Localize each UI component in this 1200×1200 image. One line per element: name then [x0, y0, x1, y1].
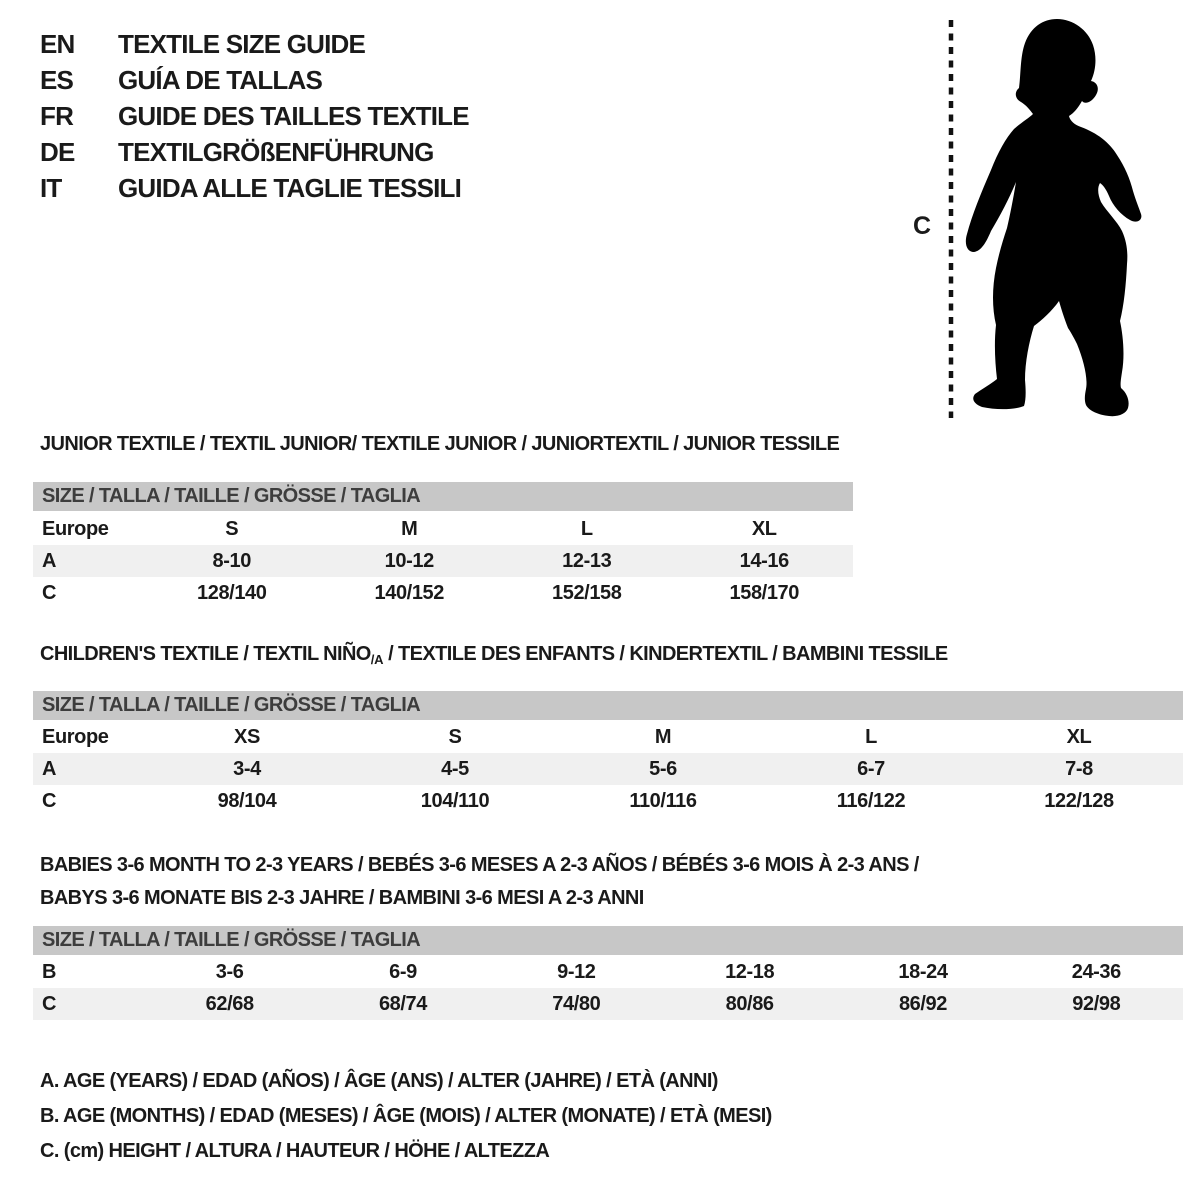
- section-title-subscript: /A: [370, 652, 384, 667]
- row-label: C: [42, 992, 57, 1015]
- table-cell: 128/140: [197, 581, 267, 604]
- table-cell: 110/116: [629, 789, 697, 812]
- language-title: GUIDA ALLE TAGLIE TESSILI: [118, 172, 462, 203]
- table-cell: M: [654, 725, 672, 748]
- table-cell: 10-12: [384, 549, 434, 572]
- table-cell: 74/80: [552, 992, 601, 1015]
- language-row-fr: [40, 98, 469, 134]
- row-label: A: [42, 757, 57, 780]
- language-row-en: [40, 26, 469, 62]
- table-cell: 6-9: [389, 960, 417, 983]
- row-label: C: [42, 581, 57, 604]
- section-title-line1: BABIES 3-6 MONTH TO 2-3 YEARS / BEBÉS 3-6 MESES A 2-3 AÑOS / BÉBÉS 3-6 MOIS À 2-3 ANS /: [40, 854, 919, 876]
- table-cell: 80/86: [725, 992, 774, 1015]
- table-cell: 8-10: [212, 549, 251, 572]
- section-title-children: [40, 643, 948, 667]
- table-cell: 18-24: [898, 960, 948, 983]
- language-code: EN: [40, 28, 75, 59]
- size-header-bar-children: SIZE / TALLA / TAILLE / GRÖSSE / TAGLIA: [33, 691, 1183, 720]
- table-cell: 9-12: [557, 960, 596, 983]
- table-cell: 6-7: [857, 757, 885, 780]
- table-row: [33, 956, 1183, 988]
- table-row: [33, 513, 853, 545]
- row-label: Europe: [42, 517, 109, 540]
- table-cell: S: [225, 517, 239, 540]
- table-cell: 152/158: [552, 581, 622, 604]
- size-table-junior: [33, 513, 853, 609]
- table-cell: 140/152: [374, 581, 444, 604]
- section-title-text: CHILDREN'S TEXTILE / TEXTIL NIÑO: [40, 643, 371, 665]
- section-title-text: / TEXTILE DES ENFANTS / KINDERTEXTIL / BAMBINI TESSILE: [383, 643, 948, 665]
- table-cell: 7-8: [1065, 757, 1093, 780]
- table-cell: XS: [234, 725, 260, 748]
- language-row-it: [40, 170, 469, 206]
- table-cell: 4-5: [441, 757, 469, 780]
- size-header-bar-babies: SIZE / TALLA / TAILLE / GRÖSSE / TAGLIA: [33, 926, 1183, 955]
- row-label: C: [42, 789, 57, 812]
- language-title: GUÍA DE TALLAS: [118, 64, 323, 95]
- table-cell: 12-13: [562, 549, 612, 572]
- row-label: B: [42, 960, 57, 983]
- table-cell: XL: [1066, 725, 1092, 748]
- size-header-bar-junior: SIZE / TALLA / TAILLE / GRÖSSE / TAGLIA: [33, 482, 853, 511]
- section-title-junior: JUNIOR TEXTILE / TEXTIL JUNIOR/ TEXTILE JUNIOR / JUNIORTEXTIL / JUNIOR TESSILE: [40, 433, 840, 455]
- table-cell: 3-6: [215, 960, 244, 983]
- table-cell: M: [401, 517, 418, 540]
- language-code: FR: [40, 100, 74, 131]
- table-row: [33, 785, 1183, 817]
- table-row: [33, 721, 1183, 753]
- row-label: A: [42, 549, 57, 572]
- size-table-children: [33, 721, 1183, 817]
- table-cell: 92/98: [1072, 992, 1121, 1015]
- section-title-line2: BABYS 3-6 MONATE BIS 2-3 JAHRE / BAMBINI 3-6 MESI A 2-3 ANNI: [40, 887, 644, 909]
- toddler-silhouette-figure: [900, 8, 1200, 423]
- table-row: [33, 988, 1183, 1020]
- table-cell: 98/104: [217, 789, 277, 812]
- table-cell: 158/170: [729, 581, 799, 604]
- table-cell: 62/68: [205, 992, 254, 1015]
- table-cell: 86/92: [898, 992, 947, 1015]
- toddler-silhouette-icon: [966, 19, 1142, 416]
- section-title-babies: [40, 849, 919, 915]
- table-cell: XL: [751, 517, 777, 540]
- table-cell: L: [580, 517, 593, 540]
- table-cell: L: [865, 725, 877, 748]
- language-title: GUIDE DES TAILLES TEXTILE: [118, 100, 469, 131]
- language-code: ES: [40, 64, 74, 95]
- table-cell: S: [448, 725, 462, 748]
- table-cell: 14-16: [739, 549, 789, 572]
- table-cell: 12-18: [725, 960, 775, 983]
- language-row-es: [40, 62, 469, 98]
- legend-line-c: C. (cm) HEIGHT / ALTURA / HAUTEUR / HÖHE / ALTEZZA: [40, 1140, 550, 1162]
- table-cell: 68/74: [378, 992, 428, 1015]
- language-code: IT: [40, 172, 62, 203]
- language-code: DE: [40, 136, 75, 167]
- height-measure-label: C: [913, 212, 931, 240]
- language-title: TEXTILGRÖßENFÜHRUNG: [118, 136, 434, 167]
- table-cell: 104/110: [420, 789, 490, 812]
- table-cell: 116/122: [836, 789, 906, 812]
- size-table-babies: [33, 956, 1183, 1020]
- legend-line-b: B. AGE (MONTHS) / EDAD (MESES) / ÂGE (MOIS) / ALTER (MONATE) / ETÀ (MESI): [40, 1105, 772, 1127]
- table-row: [33, 753, 1183, 785]
- language-title-list: [40, 26, 469, 206]
- table-cell: 5-6: [649, 757, 677, 780]
- legend-line-a: A. AGE (YEARS) / EDAD (AÑOS) / ÂGE (ANS) / ALTER (JAHRE) / ETÀ (ANNI): [40, 1070, 718, 1092]
- language-title: TEXTILE SIZE GUIDE: [118, 28, 366, 59]
- table-cell: 24-36: [1071, 960, 1121, 983]
- language-row-de: [40, 134, 469, 170]
- table-cell: 3-4: [233, 757, 261, 780]
- row-label: Europe: [42, 725, 109, 748]
- table-row: [33, 545, 853, 577]
- measurement-legend: [40, 1064, 772, 1169]
- table-cell: 122/128: [1044, 789, 1114, 812]
- table-row: [33, 577, 853, 609]
